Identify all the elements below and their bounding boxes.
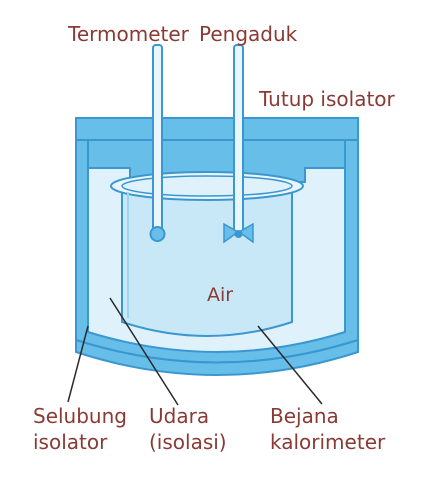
- label-udara-line2: (isolasi): [149, 430, 227, 454]
- thermometer: [151, 45, 165, 241]
- label-bejana-line1: Bejana: [270, 404, 339, 428]
- label-pengaduk: Pengaduk: [199, 22, 298, 46]
- label-udara-line1: Udara: [149, 404, 210, 428]
- calorimeter-vessel: [111, 172, 303, 336]
- label-air: Air: [207, 284, 234, 306]
- label-selubung-line2: isolator: [33, 430, 108, 454]
- label-tutup-isolator: Tutup isolator: [259, 87, 395, 111]
- label-termometer: Termometer: [68, 22, 189, 46]
- label-bejana-line2: kalorimeter: [270, 430, 386, 454]
- label-selubung-line1: Selubung: [33, 404, 127, 428]
